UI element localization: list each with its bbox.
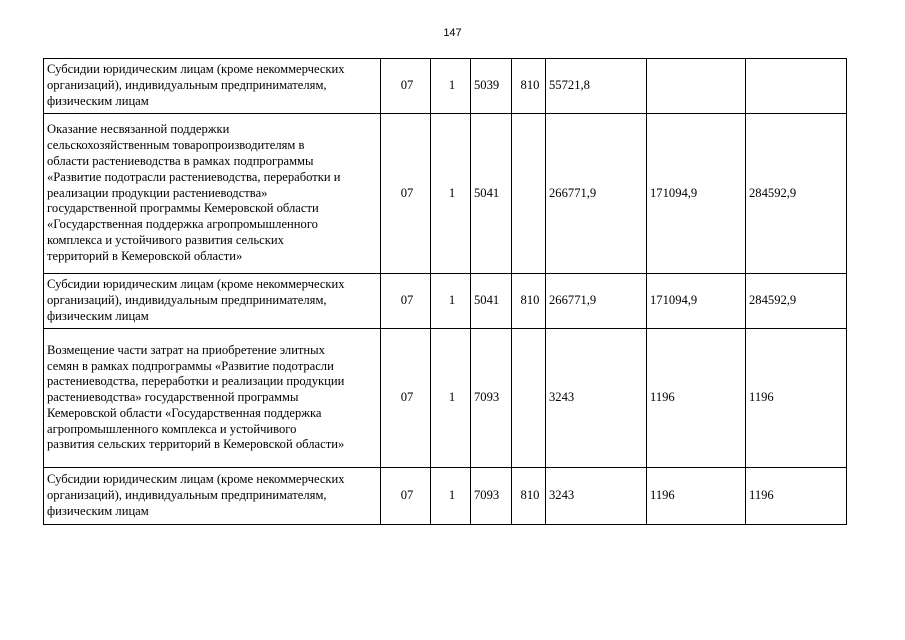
item-name-cell [44, 114, 381, 274]
expense-type-code [512, 329, 546, 468]
amount-year-2: 1196 [647, 329, 746, 468]
section-code: 07 [381, 114, 431, 274]
item-name: Возмещение части затрат на приобретение элитных семян в рамках подпрограммы «Развитие подотрасли растениеводства, переработки и реализации продукции растениеводства» государственной программы Кемеровской области «Государственная поддержка агропромышленного комплекса и устойчивого развития сельских территорий в Кемеровской области» [47, 342, 345, 452]
article-code: 5039 [471, 59, 512, 114]
amount-year-3: 1196 [746, 329, 847, 468]
table-row [44, 468, 847, 525]
expense-type-code [512, 114, 546, 274]
item-name-cell [44, 329, 381, 468]
amount-year-1: 266771,9 [546, 114, 647, 274]
section-code: 07 [381, 468, 431, 525]
section-code: 07 [381, 274, 431, 329]
amount-year-3: 284592,9 [746, 274, 847, 329]
budget-table [43, 58, 847, 525]
article-code: 7093 [471, 329, 512, 468]
amount-year-2: 1196 [647, 468, 746, 525]
subsection-code: 1 [431, 274, 471, 329]
table-row [44, 274, 847, 329]
amount-year-2: 171094,9 [647, 274, 746, 329]
item-name-cell [44, 274, 381, 329]
subsection-code: 1 [431, 468, 471, 525]
subsection-code: 1 [431, 329, 471, 468]
amount-year-1: 3243 [546, 468, 647, 525]
article-code: 7093 [471, 468, 512, 525]
amount-year-1: 266771,9 [546, 274, 647, 329]
amount-year-1: 55721,8 [546, 59, 647, 114]
expense-type-code: 810 [512, 274, 546, 329]
article-code: 5041 [471, 274, 512, 329]
table-row [44, 114, 847, 274]
item-name: Субсидии юридическим лицам (кроме некоммерческих организаций), индивидуальным предпринимателям, физическим лицам [47, 277, 345, 323]
item-name: Субсидии юридическим лицам (кроме некоммерческих организаций), индивидуальным предпринимателям, физическим лицам [47, 62, 345, 108]
amount-year-2 [647, 59, 746, 114]
page-number: 147 [443, 27, 462, 39]
section-code: 07 [381, 59, 431, 114]
expense-type-code: 810 [512, 59, 546, 114]
subsection-code: 1 [431, 114, 471, 274]
item-name-cell [44, 468, 381, 525]
expense-type-code: 810 [512, 468, 546, 525]
article-code: 5041 [471, 114, 512, 274]
item-name-cell [44, 59, 381, 114]
amount-year-1: 3243 [546, 329, 647, 468]
table-row [44, 59, 847, 114]
item-name: Субсидии юридическим лицам (кроме некоммерческих организаций), индивидуальным предпринимателям, физическим лицам [47, 472, 345, 518]
amount-year-3: 1196 [746, 468, 847, 525]
table-row [44, 329, 847, 468]
item-name: Оказание несвязанной поддержки сельскохозяйственным товаропроизводителям в области растениеводства в рамках подпрограммы «Развитие подотрасли растениеводства, переработки и реализации продукции растениеводства» государственной программы Кемеровской области «Государственная поддержка агропромышленного комплекса и устойчивого развития сельских территорий в Кемеровской области» [47, 122, 341, 263]
amount-year-3 [746, 59, 847, 114]
amount-year-2: 171094,9 [647, 114, 746, 274]
subsection-code: 1 [431, 59, 471, 114]
section-code: 07 [381, 329, 431, 468]
amount-year-3: 284592,9 [746, 114, 847, 274]
